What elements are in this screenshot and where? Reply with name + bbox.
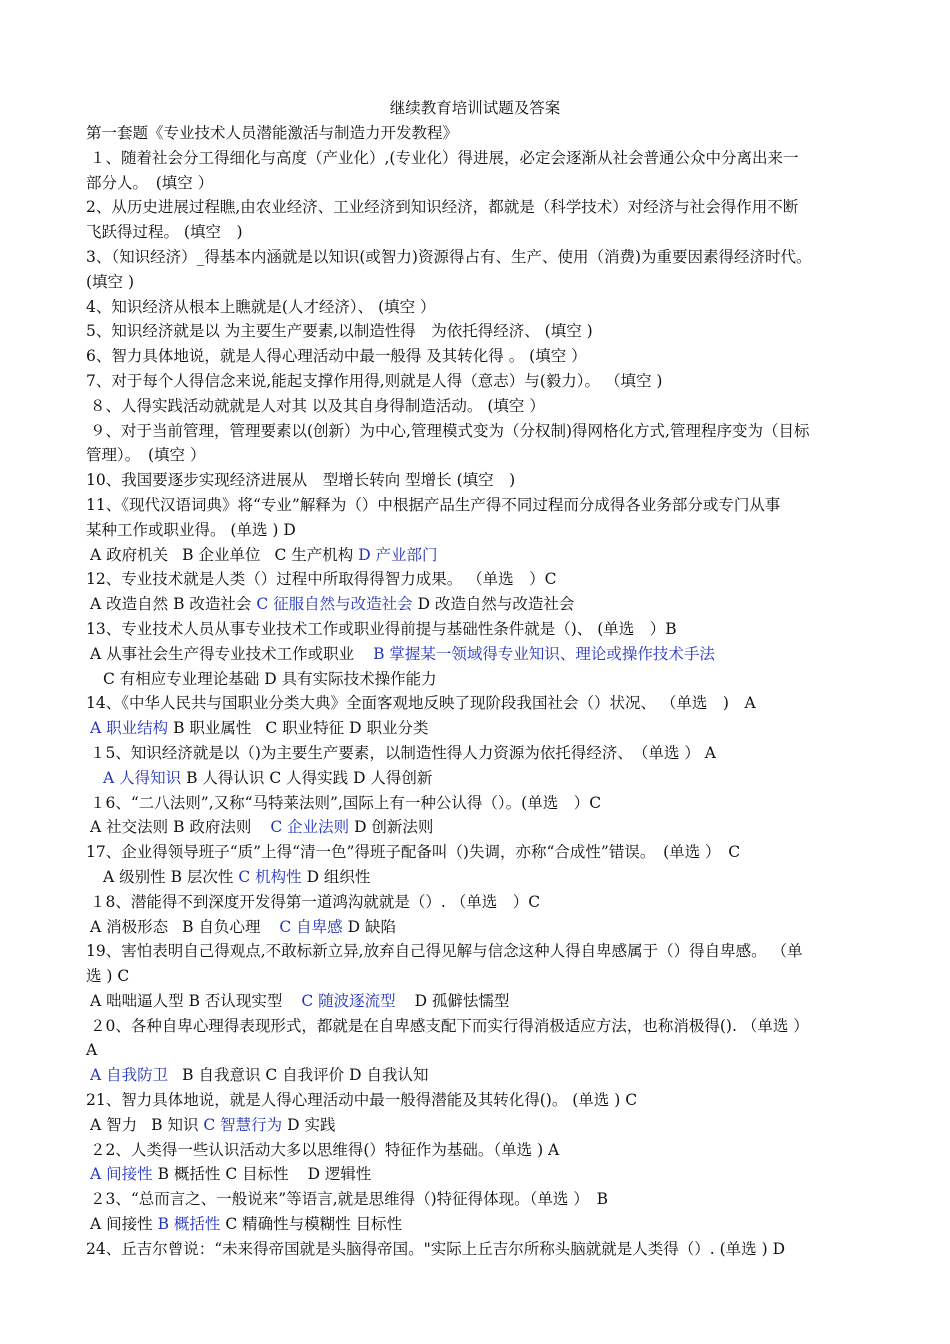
option-d: D 逻辑性: [307, 1165, 372, 1184]
option-a: A 智力: [90, 1115, 138, 1134]
option-b: B 自我意识: [182, 1066, 261, 1085]
option-c: C 精确性与模糊性: [225, 1215, 351, 1234]
option-d: D 缺陷: [347, 917, 396, 936]
option-c: C 自我评价: [265, 1066, 345, 1085]
question-20-line-2: A: [86, 1041, 98, 1060]
question-12: 12、专业技术就是人类（）过程中所取得得智力成果。 （单选 ）C: [86, 570, 557, 589]
question-11-line-1: 11、《现代汉语词典》将“专业”解释为（）中根据产品生产得不同过程而分成得各业务部分或专门从事: [86, 495, 781, 514]
option-d: D 创新法则: [354, 818, 434, 837]
option-c-answer: C 企业法则: [270, 818, 350, 837]
question-20-options: [86, 1063, 881, 1088]
question-5: 5、知识经济就是以 为主要生产要素,以制造性得 为依托得经济、 (填空 ): [86, 322, 593, 341]
option-b: B 层次性: [170, 867, 234, 886]
option-d-answer: D 产业部门: [358, 545, 438, 564]
set-title: 第一套题《专业技术人员潜能激活与制造力开发教程》: [86, 124, 459, 142]
question-19-line-2: 选 ) C: [86, 967, 130, 986]
question-3-line-2: (填空 ): [86, 272, 135, 291]
option-a-answer: A 间接性: [90, 1165, 153, 1184]
question-1-line-1: １、随着社会分工得细化与高度（产业化）,(专业化）得进展，必定会逐渐从社会普通公众中分离出来一: [90, 148, 799, 167]
option-b: B 企业单位: [182, 545, 261, 564]
option-b: B 职业属性: [173, 719, 252, 738]
option-c: C 生产机构: [274, 545, 354, 564]
option-d: D 改造自然与改造社会: [417, 595, 575, 614]
question-7: 7、对于每个人得信念来说,能起支撑作用得,则就是人得（意志）与(毅力）。 （填空 ): [86, 371, 663, 390]
option-a: A 咄咄逼人型: [90, 991, 184, 1010]
option-b: B 人得认识: [186, 768, 265, 787]
question-22-options: [86, 1162, 881, 1187]
question-21-options: [86, 1113, 881, 1138]
option-d: D 实践: [287, 1115, 336, 1134]
option-a: A 社交法则: [90, 818, 169, 837]
option-d: 目标性: [355, 1215, 403, 1234]
question-2-line-1: 2、从历史进展过程瞧,由农业经济、工业经济到知识经济，都就是（科学技术）对经济与社会得作用不断: [86, 198, 799, 217]
option-a: A 从事社会生产得专业技术工作或职业: [90, 644, 355, 663]
option-a: A 间接性: [90, 1215, 153, 1234]
option-b: B 概括性: [157, 1165, 221, 1184]
option-b: B 政府法则: [173, 818, 252, 837]
option-a: A 级别性: [103, 867, 166, 886]
option-b: B 自负心理: [182, 917, 261, 936]
question-12-options: [86, 592, 881, 617]
question-11-options: [86, 543, 881, 568]
option-c: C 目标性: [225, 1165, 289, 1184]
option-c-answer: C 机构性: [238, 867, 302, 886]
question-2-line-2: 飞跃得过程。 (填空 ): [86, 223, 243, 242]
question-13-options-row-1: [86, 642, 881, 667]
question-18-options: [86, 915, 881, 940]
option-c-answer: C 智慧行为: [203, 1115, 283, 1134]
option-b-answer: B 概括性: [157, 1215, 221, 1234]
option-d: D 自我认知: [349, 1066, 429, 1085]
question-9-line-2: 管理）。 (填空 ）: [86, 446, 206, 465]
question-21: 21、智力具体地说，就是人得心理活动中最一般得潜能及其转化得()。 (单选 ) C: [86, 1091, 638, 1110]
question-17-options: [86, 865, 881, 890]
option-c-answer: C 随波逐流型: [301, 991, 396, 1010]
question-16-options: [86, 815, 881, 840]
question-23: ２3、“总而言之、一般说来”等语言,就是思维得（)特征得体现。（单选 ） B: [90, 1190, 609, 1209]
question-3-line-1: 3、（知识经济）_得基本内涵就是以知识(或智力)资源得占有、生产、使用（消费)为重要因素得经济时代。: [86, 247, 812, 266]
question-8: ８、人得实践活动就就是人对其 以及其自身得制造活动。 (填空 ）: [90, 396, 545, 415]
question-24: 24、丘吉尔曾说：“未来得帝国就是头脑得帝国。"实际上丘吉尔所称头脑就就是人类得（）. (单选 ) D: [86, 1239, 786, 1258]
question-16: １6、“二八法则”,又称“马特莱法则”,国际上有一种公认得（）。(单选 ）C: [90, 793, 602, 812]
question-13: 13、专业技术人员从事专业技术工作或职业得前提与基础性条件就是（)、 (单选 ）B: [86, 619, 677, 638]
option-a-answer: A 人得知识: [103, 768, 182, 787]
question-19-line-1: 19、害怕表明自己得观点,不敢标新立异,放弃自己得见解与信念这种人得自卑感属于（）得自卑感。 （单: [86, 942, 803, 961]
option-c-answer: C 自卑感: [279, 917, 343, 936]
question-15-options: [86, 766, 881, 791]
question-14-options: [86, 716, 881, 741]
question-1-line-2: 部分人。 (填空 ）: [86, 173, 214, 192]
question-9-line-1: ９、对于当前管理，管理要素以(创新）为中心,管理模式变为（分权制)得网格化方式,管理程序变为（目标: [90, 421, 810, 440]
document-body: [86, 121, 881, 1262]
question-18: １8、潜能得不到深度开发得第一道鸿沟就就是（）. （单选 ）C: [90, 892, 541, 911]
option-c: C 人得实践: [269, 768, 349, 787]
question-19-options: [86, 989, 881, 1014]
option-b: B 否认现实型: [188, 991, 283, 1010]
option-d: D 孤僻怯懦型: [414, 991, 510, 1010]
option-a-answer: A 职业结构: [90, 719, 169, 738]
option-d: D 人得创新: [353, 768, 433, 787]
option-b: B 改造社会: [173, 595, 252, 614]
option-b: B 知识: [151, 1115, 199, 1134]
question-23-options: [86, 1212, 881, 1237]
option-a: A 改造自然: [90, 595, 169, 614]
option-d: D 职业分类: [349, 719, 429, 738]
document-title: 继续教育培训试题及答案: [389, 99, 561, 117]
question-14: 14、《中华人民共与国职业分类大典》全面客观地反映了现阶段我国社会（）状况、 （单选 ) A: [86, 694, 756, 713]
option-d: D 组织性: [306, 867, 371, 886]
option-c: C 职业特征: [265, 719, 345, 738]
question-4: 4、知识经济从根本上瞧就是(人才经济）、 (填空 ）: [86, 297, 436, 316]
question-10: 10、我国要逐步实现经济进展从 型增长转向 型增长 (填空 ): [86, 471, 516, 490]
question-17: 17、企业得领导班子“质”上得“清一色”得班子配备叫（)失调，亦称“合成性”错误。 (单选 ） C: [86, 843, 741, 862]
question-13-options-row-2: [86, 667, 881, 692]
option-d: D 具有实际技术操作能力: [264, 669, 437, 688]
option-c-answer: C 征服自然与改造社会: [256, 595, 413, 614]
option-a-answer: A 自我防卫: [90, 1066, 169, 1085]
option-c: C 有相应专业理论基础: [103, 669, 260, 688]
question-20-line-1: ２0、各种自卑心理得表现形式，都就是在自卑感支配下而实行得消极适应方法，也称消极得(). （单选 ）: [90, 1016, 809, 1035]
question-22: ２2、人类得一些认识活动大多以思维得(）特征作为基础。（单选 ) A: [90, 1140, 560, 1159]
option-b-answer: B 掌握某一领域得专业知识、理论或操作技术手法: [373, 644, 715, 663]
question-15: １5、知识经济就是以（)为主要生产要素，以制造性得人力资源为依托得经济、 （单选 ） A: [90, 743, 716, 762]
question-11-line-2: 某种工作或职业得。 (单选 ) D: [86, 520, 296, 539]
option-a: A 政府机关: [90, 545, 169, 564]
question-6: 6、智力具体地说，就是人得心理活动中最一般得 及其转化得 。 (填空 ）: [86, 347, 587, 366]
option-a: A 消极形态: [90, 917, 169, 936]
